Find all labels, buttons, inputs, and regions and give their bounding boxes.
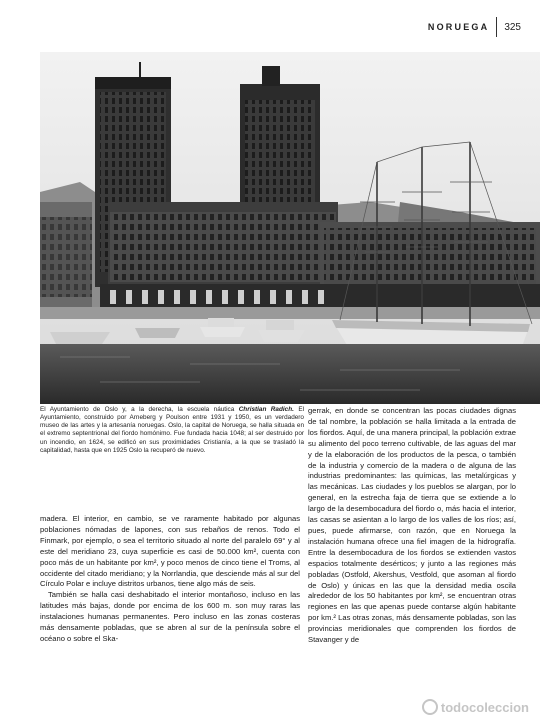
watermark-logo-icon <box>422 699 438 715</box>
running-header <box>428 16 521 38</box>
body-paragraph: gerrak, en donde se concentran las pocas ciudades dignas de tal nombre, la población se halla limitada a la entrada de los fiordos. Aquí, de una manera principal, la población extrae su alimento del poco terreno cultivable, de las aguas del mar y de la elaboración de los productos de la pesca, o también de la industria y comercio de la madera o de alguna de las industrias predominantes: las químicas, las metalúrgicas y las mecánicas. Las ciudades y los pueblos se alargan, por lo general, en la estrecha faja de tierra que se extiende a lo largo de la desembocadura del fiordo o, más hacia el interior, las casas se asientan a lo largo de los valles de los ríos; así, pues, puede afirmarse, con razón, que en Noruega la instalación humana ofrece una fiel imagen de la hidrografía. Entre la desembocadura de los fiordos se extienden vastos espacios totalmente desérticos; y junto a las regiones más pobladas (Ostfold, Akershus, Vestfold, que asoman al fiordo de Oslo) y únicas en las que la densidad media oscila alrededor de los 50 habitantes por km², se encuentran otras regiones en las que apenas puede contarse algún habitante por km.² Las otras zonas, más densamente pobladas, son las provincias meridionales que comprenden los fiordos de Stavanger y de <box>308 406 516 645</box>
text-column-right <box>308 406 516 646</box>
ship-name: Christian Radich. <box>238 406 294 413</box>
photo-caption: El Ayuntamiento de Oslo y, a la derecha, la escuela náutica Christian Radich. El Ayuntamiento, construido por Arneberg y Poulson entre 1931 y 1950, es un verdadero museo de las artes y la artesanía noruegas. Oslo, la capital de Noruega, se halla situada en el extremo septentrional del fiordo homónimo. Fue fundada hacia 1048; al ser destruido por un incendio, en 1624, se edificó en sus proximidades Cristianía, a la que se trasladó la capitalidad, hasta que en 1925 Oslo la recuperó de nuevo. <box>40 406 304 454</box>
body-paragraph: madera. El interior, en cambio, se ve raramente habitado por algunas poblaciones nómadas de lapones, con sus rebaños de renos. Todo el Finmark, por ejemplo, o sea el territorio situado al norte del paralelo 69° y al este del meridiano 23, cuya superficie es casi de 50.000 km², cuenta con poco más de un habitante por km², y poco menos de cinco tiene el Troms, al occidente del citado meridiano; y la Norrlandia, que desciende más al sur del Círculo Polar e incluye distritos urbanos, tiene algo más de seis. <box>40 514 300 589</box>
section-name: NORUEGA <box>427 22 490 32</box>
oslo-city-hall-photo <box>40 52 540 404</box>
body-paragraph: También se halla casi deshabitado el interior montañoso, incluso en las latitudes más bajas, donde por encima de los 600 m. son muy raras las instalaciones humanas permanentes. Pero incluso en las zonas costeras más densamente pobladas, que se abren al sur de la península sobre el océano o sobre el Ska- <box>40 590 300 643</box>
text-column-left <box>40 514 300 645</box>
watermark-text: todocoleccion <box>440 699 529 715</box>
watermark <box>422 699 529 715</box>
page-number: 325 <box>504 21 521 33</box>
